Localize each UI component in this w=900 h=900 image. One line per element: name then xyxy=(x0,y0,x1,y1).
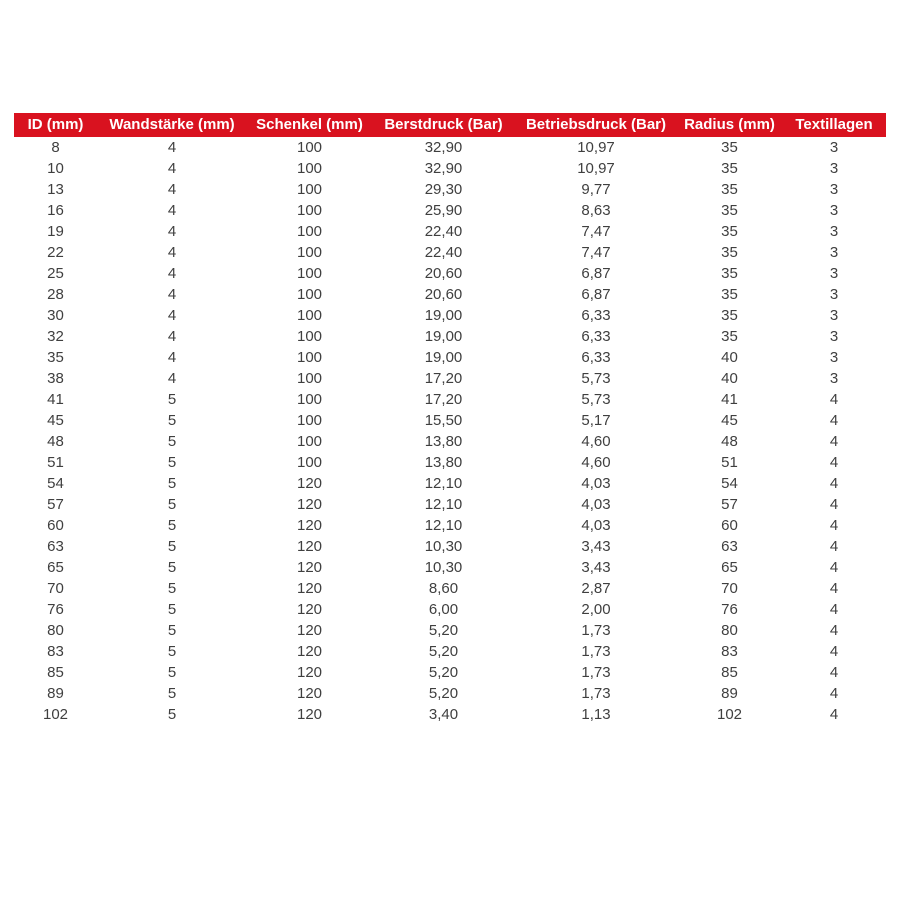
table-cell: 13,80 xyxy=(424,454,463,471)
table-cell: 41 xyxy=(721,391,738,408)
table-cell: 3 xyxy=(829,202,839,219)
table-cell: 51 xyxy=(721,454,738,471)
table-cell: 25,90 xyxy=(424,202,463,219)
table-row xyxy=(14,158,886,179)
column-header: Textillagen xyxy=(782,113,886,137)
table-cell: 3 xyxy=(829,160,839,177)
table-cell: 4 xyxy=(829,622,839,639)
table-cell: 45 xyxy=(721,412,738,429)
table-row xyxy=(14,368,886,389)
table-cell: 120 xyxy=(296,685,323,702)
table-cell: 12,10 xyxy=(424,517,463,534)
table-cell: 3 xyxy=(829,328,839,345)
table-cell: 120 xyxy=(296,475,323,492)
table-cell: 30 xyxy=(47,307,64,324)
table-cell: 5,20 xyxy=(428,643,459,660)
table-cell: 17,20 xyxy=(424,370,463,387)
table-cell: 85 xyxy=(721,664,738,681)
table-cell: 100 xyxy=(296,433,323,450)
table-cell: 5,20 xyxy=(428,664,459,681)
table-cell: 20,60 xyxy=(424,286,463,303)
table-cell: 1,13 xyxy=(581,706,611,723)
table-cell: 3 xyxy=(829,244,839,261)
table-cell: 5,17 xyxy=(581,412,611,429)
table-cell: 3,43 xyxy=(581,559,611,576)
table-cell: 102 xyxy=(716,706,743,723)
table-cell: 35 xyxy=(721,286,738,303)
table-cell: 5 xyxy=(167,433,177,450)
table-cell: 100 xyxy=(296,370,323,387)
table-cell: 4 xyxy=(829,454,839,471)
table-cell: 100 xyxy=(296,244,323,261)
table-cell: 5 xyxy=(167,559,177,576)
table-cell: 12,10 xyxy=(424,475,463,492)
table-cell: 100 xyxy=(296,307,323,324)
header-row xyxy=(14,113,886,137)
table-row xyxy=(14,242,886,263)
table-cell: 1,73 xyxy=(581,643,611,660)
table-cell: 80 xyxy=(721,622,738,639)
table-cell: 35 xyxy=(721,265,738,282)
table-cell: 1,73 xyxy=(581,664,611,681)
table-cell: 100 xyxy=(296,181,323,198)
table-cell: 57 xyxy=(721,496,738,513)
table-header xyxy=(14,113,886,137)
table-row xyxy=(14,347,886,368)
table-cell: 19,00 xyxy=(424,307,463,324)
table-cell: 4 xyxy=(167,181,177,198)
table-cell: 6,00 xyxy=(428,601,459,618)
table-cell: 5 xyxy=(167,475,177,492)
table-row xyxy=(14,137,886,158)
table-cell: 100 xyxy=(296,202,323,219)
table-cell: 10,97 xyxy=(577,160,615,177)
table-cell: 45 xyxy=(47,412,64,429)
table-cell: 6,33 xyxy=(581,349,611,366)
table-cell: 6,87 xyxy=(581,286,611,303)
table-cell: 5 xyxy=(167,664,177,681)
table-row xyxy=(14,683,886,704)
table-cell: 4 xyxy=(829,433,839,450)
table-cell: 5 xyxy=(167,454,177,471)
table-cell: 60 xyxy=(47,517,64,534)
table-cell: 100 xyxy=(296,391,323,408)
table-row xyxy=(14,641,886,662)
table-cell: 100 xyxy=(296,160,323,177)
table-cell: 48 xyxy=(721,433,738,450)
table-cell: 4 xyxy=(829,538,839,555)
table-cell: 5,73 xyxy=(581,391,611,408)
table-cell: 1,73 xyxy=(581,622,611,639)
table-cell: 4,60 xyxy=(581,433,611,450)
table-cell: 9,77 xyxy=(581,181,611,198)
table-cell: 4 xyxy=(167,160,177,177)
table-cell: 120 xyxy=(296,601,323,618)
table-cell: 120 xyxy=(296,559,323,576)
table-row xyxy=(14,473,886,494)
table-cell: 35 xyxy=(721,139,738,156)
table-cell: 51 xyxy=(47,454,64,471)
table-cell: 4 xyxy=(167,307,177,324)
table-cell: 89 xyxy=(47,685,64,702)
table-cell: 76 xyxy=(721,601,738,618)
table-row xyxy=(14,494,886,515)
table-cell: 10,97 xyxy=(577,139,615,156)
table-cell: 25 xyxy=(47,265,64,282)
table-cell: 5 xyxy=(167,517,177,534)
table-cell: 32,90 xyxy=(424,160,463,177)
table-cell: 3 xyxy=(829,349,839,366)
hose-spec-table xyxy=(14,113,886,725)
table-cell: 3,40 xyxy=(428,706,459,723)
table-cell: 4 xyxy=(829,475,839,492)
table-cell: 4,03 xyxy=(581,517,611,534)
table-cell: 3 xyxy=(829,181,839,198)
table-row xyxy=(14,179,886,200)
table-cell: 19,00 xyxy=(424,349,463,366)
table-cell: 7,47 xyxy=(581,223,611,240)
table-cell: 3 xyxy=(829,223,839,240)
table-cell: 4 xyxy=(829,559,839,576)
table-cell: 100 xyxy=(296,286,323,303)
table-cell: 100 xyxy=(296,265,323,282)
table-cell: 4 xyxy=(829,706,839,723)
table-row xyxy=(14,221,886,242)
column-header: Radius (mm) xyxy=(677,113,782,137)
table-row xyxy=(14,557,886,578)
table-cell: 5 xyxy=(167,685,177,702)
table-cell: 20,60 xyxy=(424,265,463,282)
table-row xyxy=(14,284,886,305)
table-cell: 70 xyxy=(721,580,738,597)
table-cell: 5,20 xyxy=(428,622,459,639)
table-cell: 120 xyxy=(296,538,323,555)
table-cell: 35 xyxy=(721,160,738,177)
table-cell: 5 xyxy=(167,643,177,660)
column-header: Betriebsdruck (Bar) xyxy=(515,113,677,137)
table-cell: 80 xyxy=(47,622,64,639)
table-cell: 7,47 xyxy=(581,244,611,261)
table-cell: 16 xyxy=(47,202,64,219)
table-cell: 10,30 xyxy=(424,559,463,576)
table-cell: 2,00 xyxy=(581,601,611,618)
table-cell: 3 xyxy=(829,139,839,156)
table-cell: 120 xyxy=(296,664,323,681)
table-cell: 29,30 xyxy=(424,181,463,198)
table-row xyxy=(14,704,886,725)
table-cell: 102 xyxy=(42,706,69,723)
table-cell: 85 xyxy=(47,664,64,681)
table-cell: 28 xyxy=(47,286,64,303)
table-cell: 4 xyxy=(167,370,177,387)
table-cell: 100 xyxy=(296,328,323,345)
table-cell: 4 xyxy=(167,223,177,240)
table-cell: 6,33 xyxy=(581,328,611,345)
table-cell: 63 xyxy=(721,538,738,555)
column-header: Schenkel (mm) xyxy=(247,113,372,137)
table-cell: 38 xyxy=(47,370,64,387)
table-cell: 63 xyxy=(47,538,64,555)
table-cell: 41 xyxy=(47,391,64,408)
table-cell: 35 xyxy=(721,181,738,198)
table-cell: 60 xyxy=(721,517,738,534)
table-cell: 5 xyxy=(167,580,177,597)
table-cell: 22,40 xyxy=(424,244,463,261)
table-cell: 5 xyxy=(167,496,177,513)
table-cell: 4,03 xyxy=(581,475,611,492)
table-cell: 40 xyxy=(721,349,738,366)
table-row xyxy=(14,263,886,284)
table-cell: 32,90 xyxy=(424,139,463,156)
column-header: Wandstärke (mm) xyxy=(97,113,247,137)
table-cell: 48 xyxy=(47,433,64,450)
table-cell: 4 xyxy=(829,643,839,660)
table-row xyxy=(14,452,886,473)
table-cell: 120 xyxy=(296,580,323,597)
table-cell: 3,43 xyxy=(581,538,611,555)
table-cell: 4 xyxy=(829,685,839,702)
spec-table-container xyxy=(14,113,886,725)
table-cell: 4 xyxy=(829,391,839,408)
table-cell: 100 xyxy=(296,349,323,366)
table-cell: 6,33 xyxy=(581,307,611,324)
table-cell: 70 xyxy=(47,580,64,597)
table-row xyxy=(14,578,886,599)
table-row xyxy=(14,515,886,536)
table-cell: 54 xyxy=(721,475,738,492)
table-cell: 2,87 xyxy=(581,580,611,597)
table-cell: 4 xyxy=(167,286,177,303)
table-row xyxy=(14,305,886,326)
table-row xyxy=(14,326,886,347)
table-row xyxy=(14,200,886,221)
table-cell: 5 xyxy=(167,706,177,723)
table-cell: 100 xyxy=(296,223,323,240)
table-cell: 83 xyxy=(721,643,738,660)
table-row xyxy=(14,662,886,683)
table-cell: 4 xyxy=(167,265,177,282)
table-cell: 3 xyxy=(829,265,839,282)
table-cell: 76 xyxy=(47,601,64,618)
table-cell: 35 xyxy=(721,307,738,324)
table-cell: 6,87 xyxy=(581,265,611,282)
table-cell: 5 xyxy=(167,601,177,618)
table-row xyxy=(14,599,886,620)
table-cell: 1,73 xyxy=(581,685,611,702)
table-cell: 4 xyxy=(167,244,177,261)
table-cell: 17,20 xyxy=(424,391,463,408)
table-body xyxy=(14,137,886,725)
table-cell: 40 xyxy=(721,370,738,387)
table-cell: 5,73 xyxy=(581,370,611,387)
table-cell: 4 xyxy=(829,517,839,534)
table-cell: 5 xyxy=(167,391,177,408)
table-cell: 32 xyxy=(47,328,64,345)
table-cell: 3 xyxy=(829,370,839,387)
table-cell: 35 xyxy=(721,328,738,345)
table-cell: 100 xyxy=(296,412,323,429)
table-row xyxy=(14,431,886,452)
table-cell: 5 xyxy=(167,622,177,639)
table-cell: 4 xyxy=(829,664,839,681)
table-cell: 10,30 xyxy=(424,538,463,555)
table-cell: 89 xyxy=(721,685,738,702)
table-cell: 120 xyxy=(296,706,323,723)
table-cell: 22,40 xyxy=(424,223,463,240)
table-cell: 120 xyxy=(296,643,323,660)
table-cell: 8 xyxy=(51,139,60,156)
table-cell: 65 xyxy=(721,559,738,576)
table-cell: 35 xyxy=(721,244,738,261)
table-cell: 83 xyxy=(47,643,64,660)
table-cell: 120 xyxy=(296,622,323,639)
table-row xyxy=(14,389,886,410)
table-cell: 19,00 xyxy=(424,328,463,345)
table-cell: 3 xyxy=(829,307,839,324)
table-cell: 4,03 xyxy=(581,496,611,513)
table-cell: 19 xyxy=(47,223,64,240)
table-cell: 12,10 xyxy=(424,496,463,513)
table-cell: 4,60 xyxy=(581,454,611,471)
table-cell: 5 xyxy=(167,412,177,429)
table-cell: 13,80 xyxy=(424,433,463,450)
table-cell: 4 xyxy=(829,580,839,597)
table-cell: 120 xyxy=(296,496,323,513)
table-cell: 54 xyxy=(47,475,64,492)
table-cell: 5,20 xyxy=(428,685,459,702)
table-cell: 35 xyxy=(47,349,64,366)
table-cell: 8,60 xyxy=(428,580,459,597)
table-cell: 4 xyxy=(167,139,177,156)
table-cell: 4 xyxy=(167,328,177,345)
column-header: Berstdruck (Bar) xyxy=(372,113,515,137)
table-cell: 10 xyxy=(47,160,64,177)
table-cell: 4 xyxy=(829,412,839,429)
table-cell: 13 xyxy=(47,181,64,198)
table-cell: 4 xyxy=(829,601,839,618)
table-cell: 4 xyxy=(167,202,177,219)
table-cell: 57 xyxy=(47,496,64,513)
table-cell: 35 xyxy=(721,223,738,240)
column-header: ID (mm) xyxy=(14,113,97,137)
table-cell: 4 xyxy=(829,496,839,513)
table-cell: 100 xyxy=(296,454,323,471)
table-cell: 8,63 xyxy=(581,202,611,219)
table-cell: 4 xyxy=(167,349,177,366)
table-cell: 5 xyxy=(167,538,177,555)
table-cell: 120 xyxy=(296,517,323,534)
table-cell: 35 xyxy=(721,202,738,219)
table-row xyxy=(14,536,886,557)
table-cell: 22 xyxy=(47,244,64,261)
table-row xyxy=(14,620,886,641)
table-cell: 3 xyxy=(829,286,839,303)
table-row xyxy=(14,410,886,431)
table-cell: 15,50 xyxy=(424,412,463,429)
table-cell: 65 xyxy=(47,559,64,576)
table-cell: 100 xyxy=(296,139,323,156)
